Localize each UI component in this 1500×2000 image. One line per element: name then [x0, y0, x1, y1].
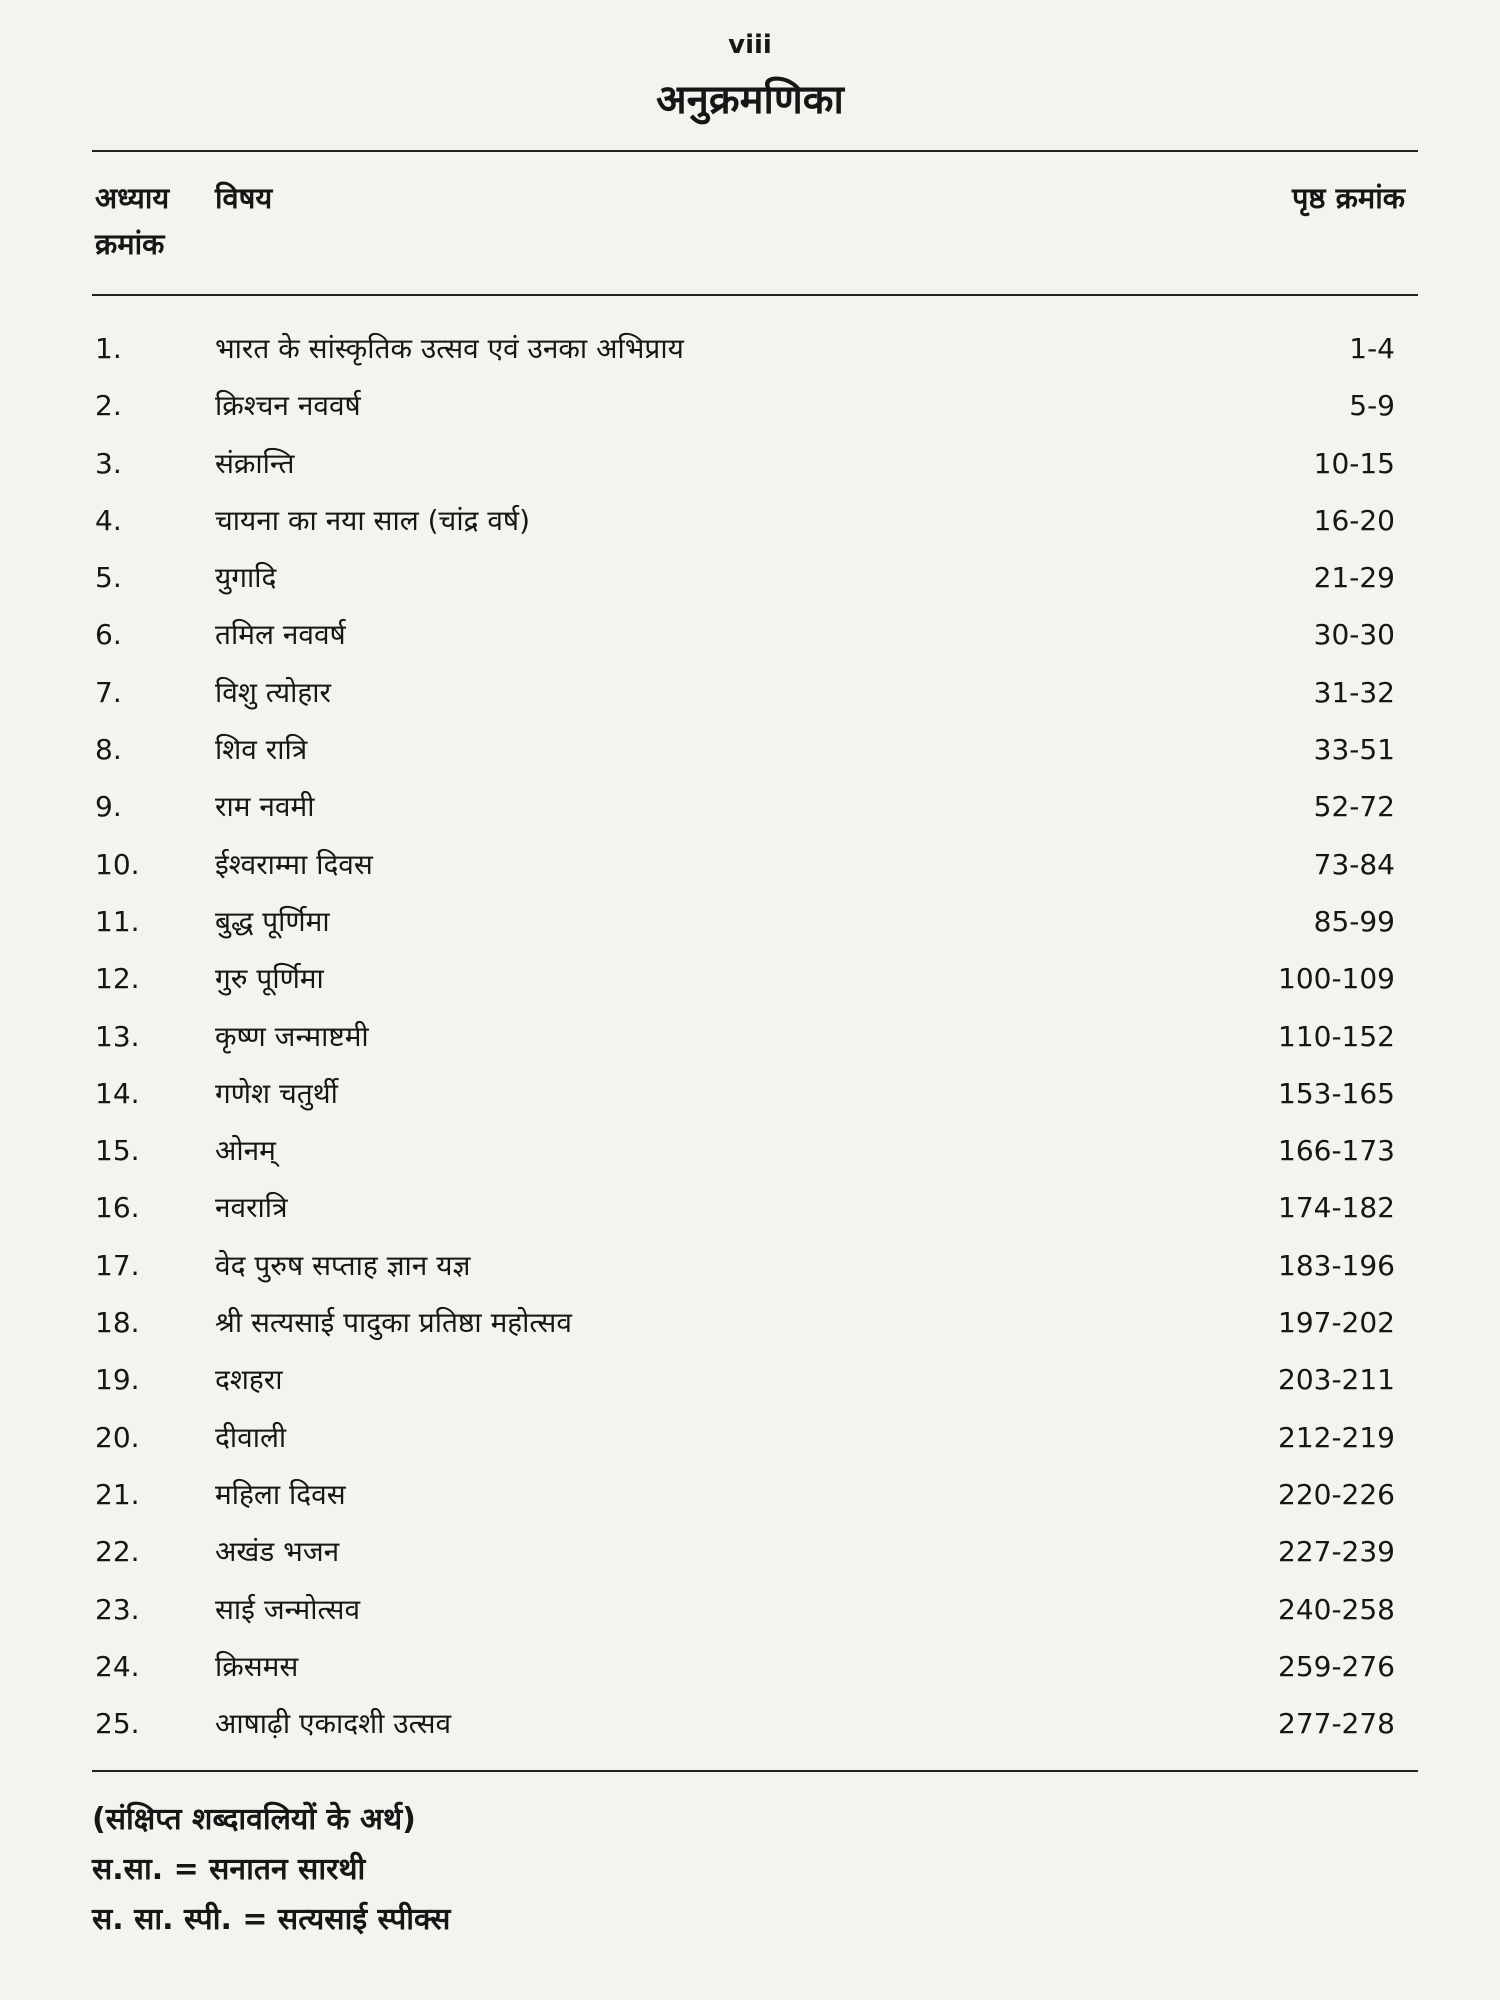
toc-row: [95, 1351, 1395, 1408]
page-range: 240-258: [1278, 1592, 1395, 1626]
chapter-number: 18.: [95, 1306, 140, 1340]
toc-row: [95, 1409, 1395, 1466]
page-range: 197-202: [1278, 1306, 1395, 1340]
page-range: 183-196: [1278, 1248, 1395, 1282]
toc-row: [95, 1122, 1395, 1179]
column-header-chapter: अध्याय क्रमांक: [95, 181, 170, 261]
toc-row: [95, 606, 1395, 663]
page-range: 85-99: [1313, 904, 1395, 938]
page-range: 212-219: [1278, 1420, 1395, 1454]
chapter-subject: नवरात्रि: [215, 1191, 288, 1225]
toc-row: [95, 435, 1395, 492]
toc-row: [95, 1237, 1395, 1294]
page-range: 174-182: [1278, 1191, 1395, 1225]
legend-line: स.सा. = सनातन सारथी: [92, 1852, 366, 1887]
legend-heading: (संक्षिप्त शब्दावलियों के अर्थ): [92, 1802, 416, 1837]
toc-row: [95, 836, 1395, 893]
chapter-number: 20.: [95, 1420, 140, 1454]
chapter-number: 23.: [95, 1592, 140, 1626]
chapter-number: 7.: [95, 675, 122, 709]
toc-row: [95, 1179, 1395, 1236]
chapter-number: 24.: [95, 1649, 140, 1683]
page-range: 153-165: [1278, 1076, 1395, 1110]
toc-row: [95, 1008, 1395, 1065]
page-range: 227-239: [1278, 1535, 1395, 1569]
toc-row: [95, 1638, 1395, 1695]
chapter-number: 16.: [95, 1191, 140, 1225]
bottom-divider: [92, 1770, 1418, 1772]
column-header-subject: विषय: [215, 181, 273, 215]
chapter-number: 21.: [95, 1477, 140, 1511]
toc-row: [95, 721, 1395, 778]
chapter-subject: ईश्वराम्मा दिवस: [215, 847, 373, 881]
chapter-number: 14.: [95, 1076, 140, 1110]
page-range: 5-9: [1349, 389, 1395, 423]
page-range: 30-30: [1313, 618, 1395, 652]
chapter-subject: विशु त्योहार: [215, 675, 331, 709]
legend-line: स. सा. स्पी. = सत्यसाई स्पीक्स: [92, 1902, 451, 1937]
chapter-subject: युगादि: [215, 561, 277, 595]
toc-row: [95, 549, 1395, 606]
chapter-number: 25.: [95, 1707, 140, 1741]
chapter-subject: दशहरा: [215, 1363, 283, 1397]
table-of-contents: [95, 320, 1395, 1752]
chapter-number: 1.: [95, 332, 122, 365]
chapter-number: 9.: [95, 790, 122, 824]
page-title: अनुक्रमणिका: [656, 77, 844, 123]
chapter-number: 12.: [95, 962, 140, 996]
chapter-subject: महिला दिवस: [215, 1477, 346, 1511]
page-range: 33-51: [1313, 733, 1395, 767]
chapter-subject: साई जन्मोत्सव: [215, 1592, 361, 1626]
page-range: 21-29: [1313, 561, 1395, 595]
toc-row: [95, 1581, 1395, 1638]
chapter-subject: क्रिश्चन नववर्ष: [215, 389, 361, 423]
toc-row: [95, 1523, 1395, 1580]
chapter-subject: कृष्ण जन्माष्टमी: [215, 1019, 369, 1053]
chapter-subject: ओनम्: [215, 1134, 276, 1168]
toc-row: [95, 1695, 1395, 1752]
page-range: 277-278: [1278, 1707, 1395, 1741]
toc-row: [95, 1065, 1395, 1122]
chapter-subject: राम नवमी: [215, 790, 315, 824]
chapter-subject: क्रिसमस: [215, 1649, 299, 1683]
chapter-number: 22.: [95, 1535, 140, 1569]
page-range: 166-173: [1278, 1134, 1395, 1168]
page-range: 16-20: [1313, 503, 1395, 537]
chapter-number: 3.: [95, 446, 122, 480]
toc-row: [95, 1466, 1395, 1523]
page-range: 259-276: [1278, 1649, 1395, 1683]
page-range: 110-152: [1278, 1019, 1395, 1053]
page-range: 52-72: [1313, 790, 1395, 824]
toc-row: [95, 778, 1395, 835]
chapter-number: 6.: [95, 618, 122, 652]
toc-row: [95, 664, 1395, 721]
chapter-number: 15.: [95, 1134, 140, 1168]
chapter-subject: दीवाली: [215, 1420, 287, 1454]
toc-row: [95, 950, 1395, 1007]
chapter-number: 19.: [95, 1363, 140, 1397]
page-range: 1-4: [1349, 332, 1395, 365]
header-divider: [92, 294, 1418, 296]
chapter-subject: चायना का नया साल (चांद्र वर्ष): [215, 503, 531, 537]
chapter-number: 10.: [95, 847, 140, 881]
chapter-number: 4.: [95, 503, 122, 537]
abbreviation-legend: [92, 1795, 450, 1945]
chapter-number: 17.: [95, 1248, 140, 1282]
chapter-subject: अखंड भजन: [215, 1535, 340, 1569]
toc-row: [95, 893, 1395, 950]
chapter-number: 5.: [95, 561, 122, 595]
chapter-subject: भारत के सांस्कृतिक उत्सव एवं उनका अभिप्राय: [215, 332, 684, 365]
chapter-subject: वेद पुरुष सप्ताह ज्ञान यज्ञ: [215, 1248, 471, 1282]
toc-row: [95, 320, 1395, 377]
toc-row: [95, 492, 1395, 549]
page-range: 10-15: [1313, 446, 1395, 480]
column-header-page: पृष्ठ क्रमांक: [1291, 181, 1405, 215]
page-number: viii: [728, 30, 772, 60]
chapter-number: 2.: [95, 389, 122, 423]
toc-row: [95, 1294, 1395, 1351]
chapter-subject: शिव रात्रि: [215, 733, 308, 767]
page-range: 203-211: [1278, 1363, 1395, 1397]
chapter-subject: श्री सत्यसाई पादुका प्रतिष्ठा महोत्सव: [215, 1306, 572, 1340]
chapter-number: 13.: [95, 1019, 140, 1053]
page-range: 220-226: [1278, 1477, 1395, 1511]
page-range: 73-84: [1313, 847, 1395, 881]
top-divider: [92, 150, 1418, 152]
chapter-subject: आषाढ़ी एकादशी उत्सव: [215, 1707, 452, 1741]
toc-row: [95, 377, 1395, 434]
page-range: 31-32: [1313, 675, 1395, 709]
chapter-subject: गणेश चतुर्थी: [215, 1076, 338, 1110]
chapter-subject: गुरु पूर्णिमा: [215, 962, 324, 996]
page-range: 100-109: [1278, 962, 1395, 996]
chapter-subject: संक्रान्ति: [215, 446, 295, 480]
chapter-number: 11.: [95, 904, 140, 938]
chapter-subject: तमिल नववर्ष: [215, 618, 346, 652]
chapter-number: 8.: [95, 733, 122, 767]
chapter-subject: बुद्ध पूर्णिमा: [215, 904, 330, 938]
